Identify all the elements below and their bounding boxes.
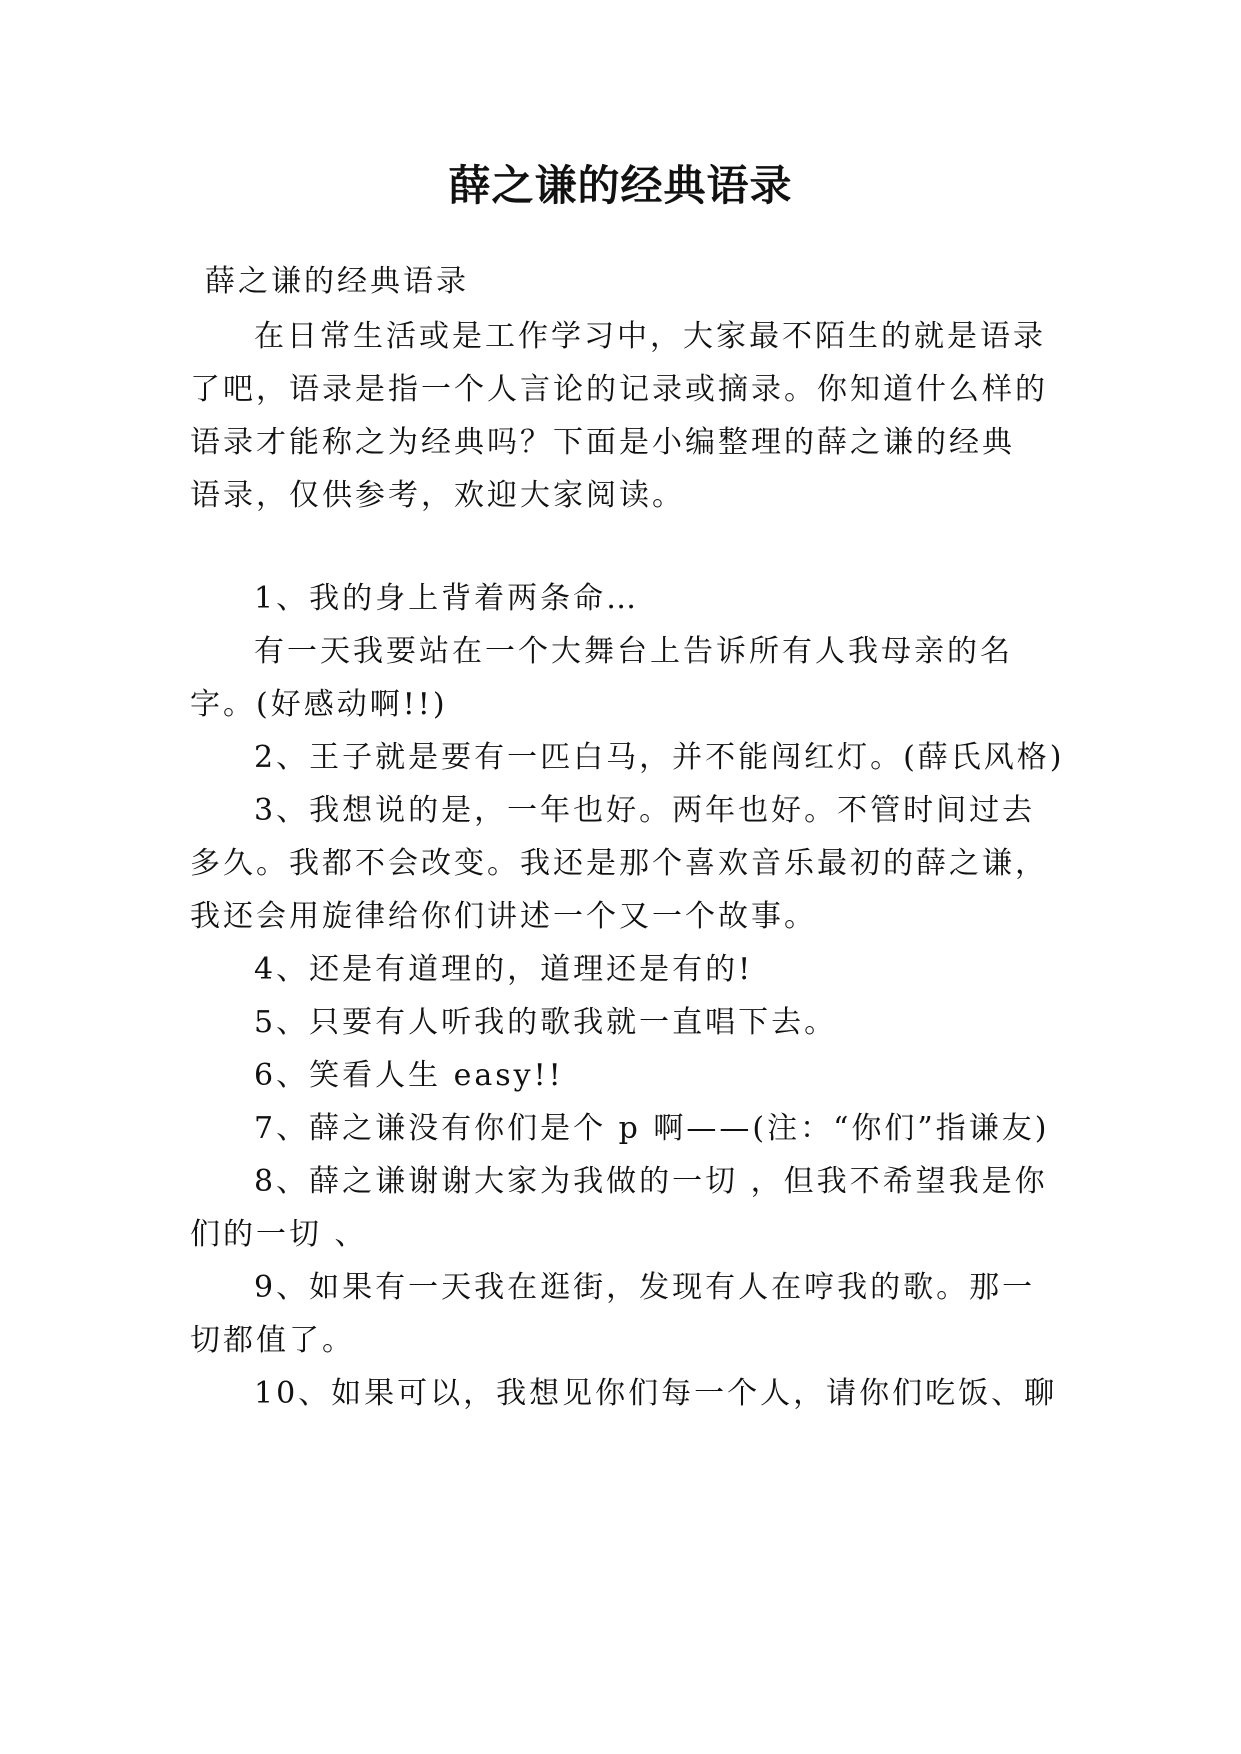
quote-line: 1、我的身上背着两条命… — [254, 581, 640, 616]
quote-line: 有一天我要站在一个大舞台上告诉所有人我母亲的名 — [254, 634, 1013, 669]
quote-line: 多久。我都不会改变。我还是那个喜欢音乐最初的薛之谦， — [190, 846, 1048, 881]
intro-line: 语录，仅供参考，欢迎大家阅读。 — [190, 478, 685, 513]
document-subtitle: 薛之谦的经典语录 — [205, 264, 469, 299]
document-title: 薛之谦的经典语录 — [448, 161, 793, 210]
intro-line: 在日常生活或是工作学习中，大家最不陌生的就是语录 — [254, 319, 1046, 354]
quote-line: 我还会用旋律给你们讲述一个又一个故事。 — [190, 899, 817, 934]
quote-line: 6、笑看人生 easy!! — [254, 1058, 564, 1093]
quote-line: 4、还是有道理的，道理还是有的! — [254, 952, 754, 987]
quote-line: 2、王子就是要有一匹白马，并不能闯红灯。(薛氏风格) — [254, 740, 1065, 775]
quote-line: 3、我想说的是，一年也好。两年也好。不管时间过去 — [254, 793, 1036, 828]
quote-line: 9、如果有一天我在逛街，发现有人在哼我的歌。那一 — [254, 1270, 1036, 1305]
quote-line: 7、薛之谦没有你们是个 p 啊——(注：“你们”指谦友) — [254, 1111, 1050, 1146]
quote-line: 8、薛之谦谢谢大家为我做的一切 ，但我不希望我是你 — [254, 1164, 1048, 1199]
quote-line: 10、如果可以，我想见你们每一个人，请你们吃饭、聊 — [254, 1376, 1058, 1411]
quote-line: 切都值了。 — [190, 1323, 355, 1358]
intro-line: 语录才能称之为经典吗？下面是小编整理的薛之谦的经典 — [190, 425, 1015, 460]
quote-line: 5、只要有人听我的歌我就一直唱下去。 — [254, 1005, 838, 1040]
intro-line: 了吧，语录是指一个人言论的记录或摘录。你知道什么样的 — [190, 372, 1048, 407]
quote-line: 们的一切 、 — [190, 1217, 368, 1252]
quote-line: 字。(好感动啊!!) — [190, 687, 448, 722]
